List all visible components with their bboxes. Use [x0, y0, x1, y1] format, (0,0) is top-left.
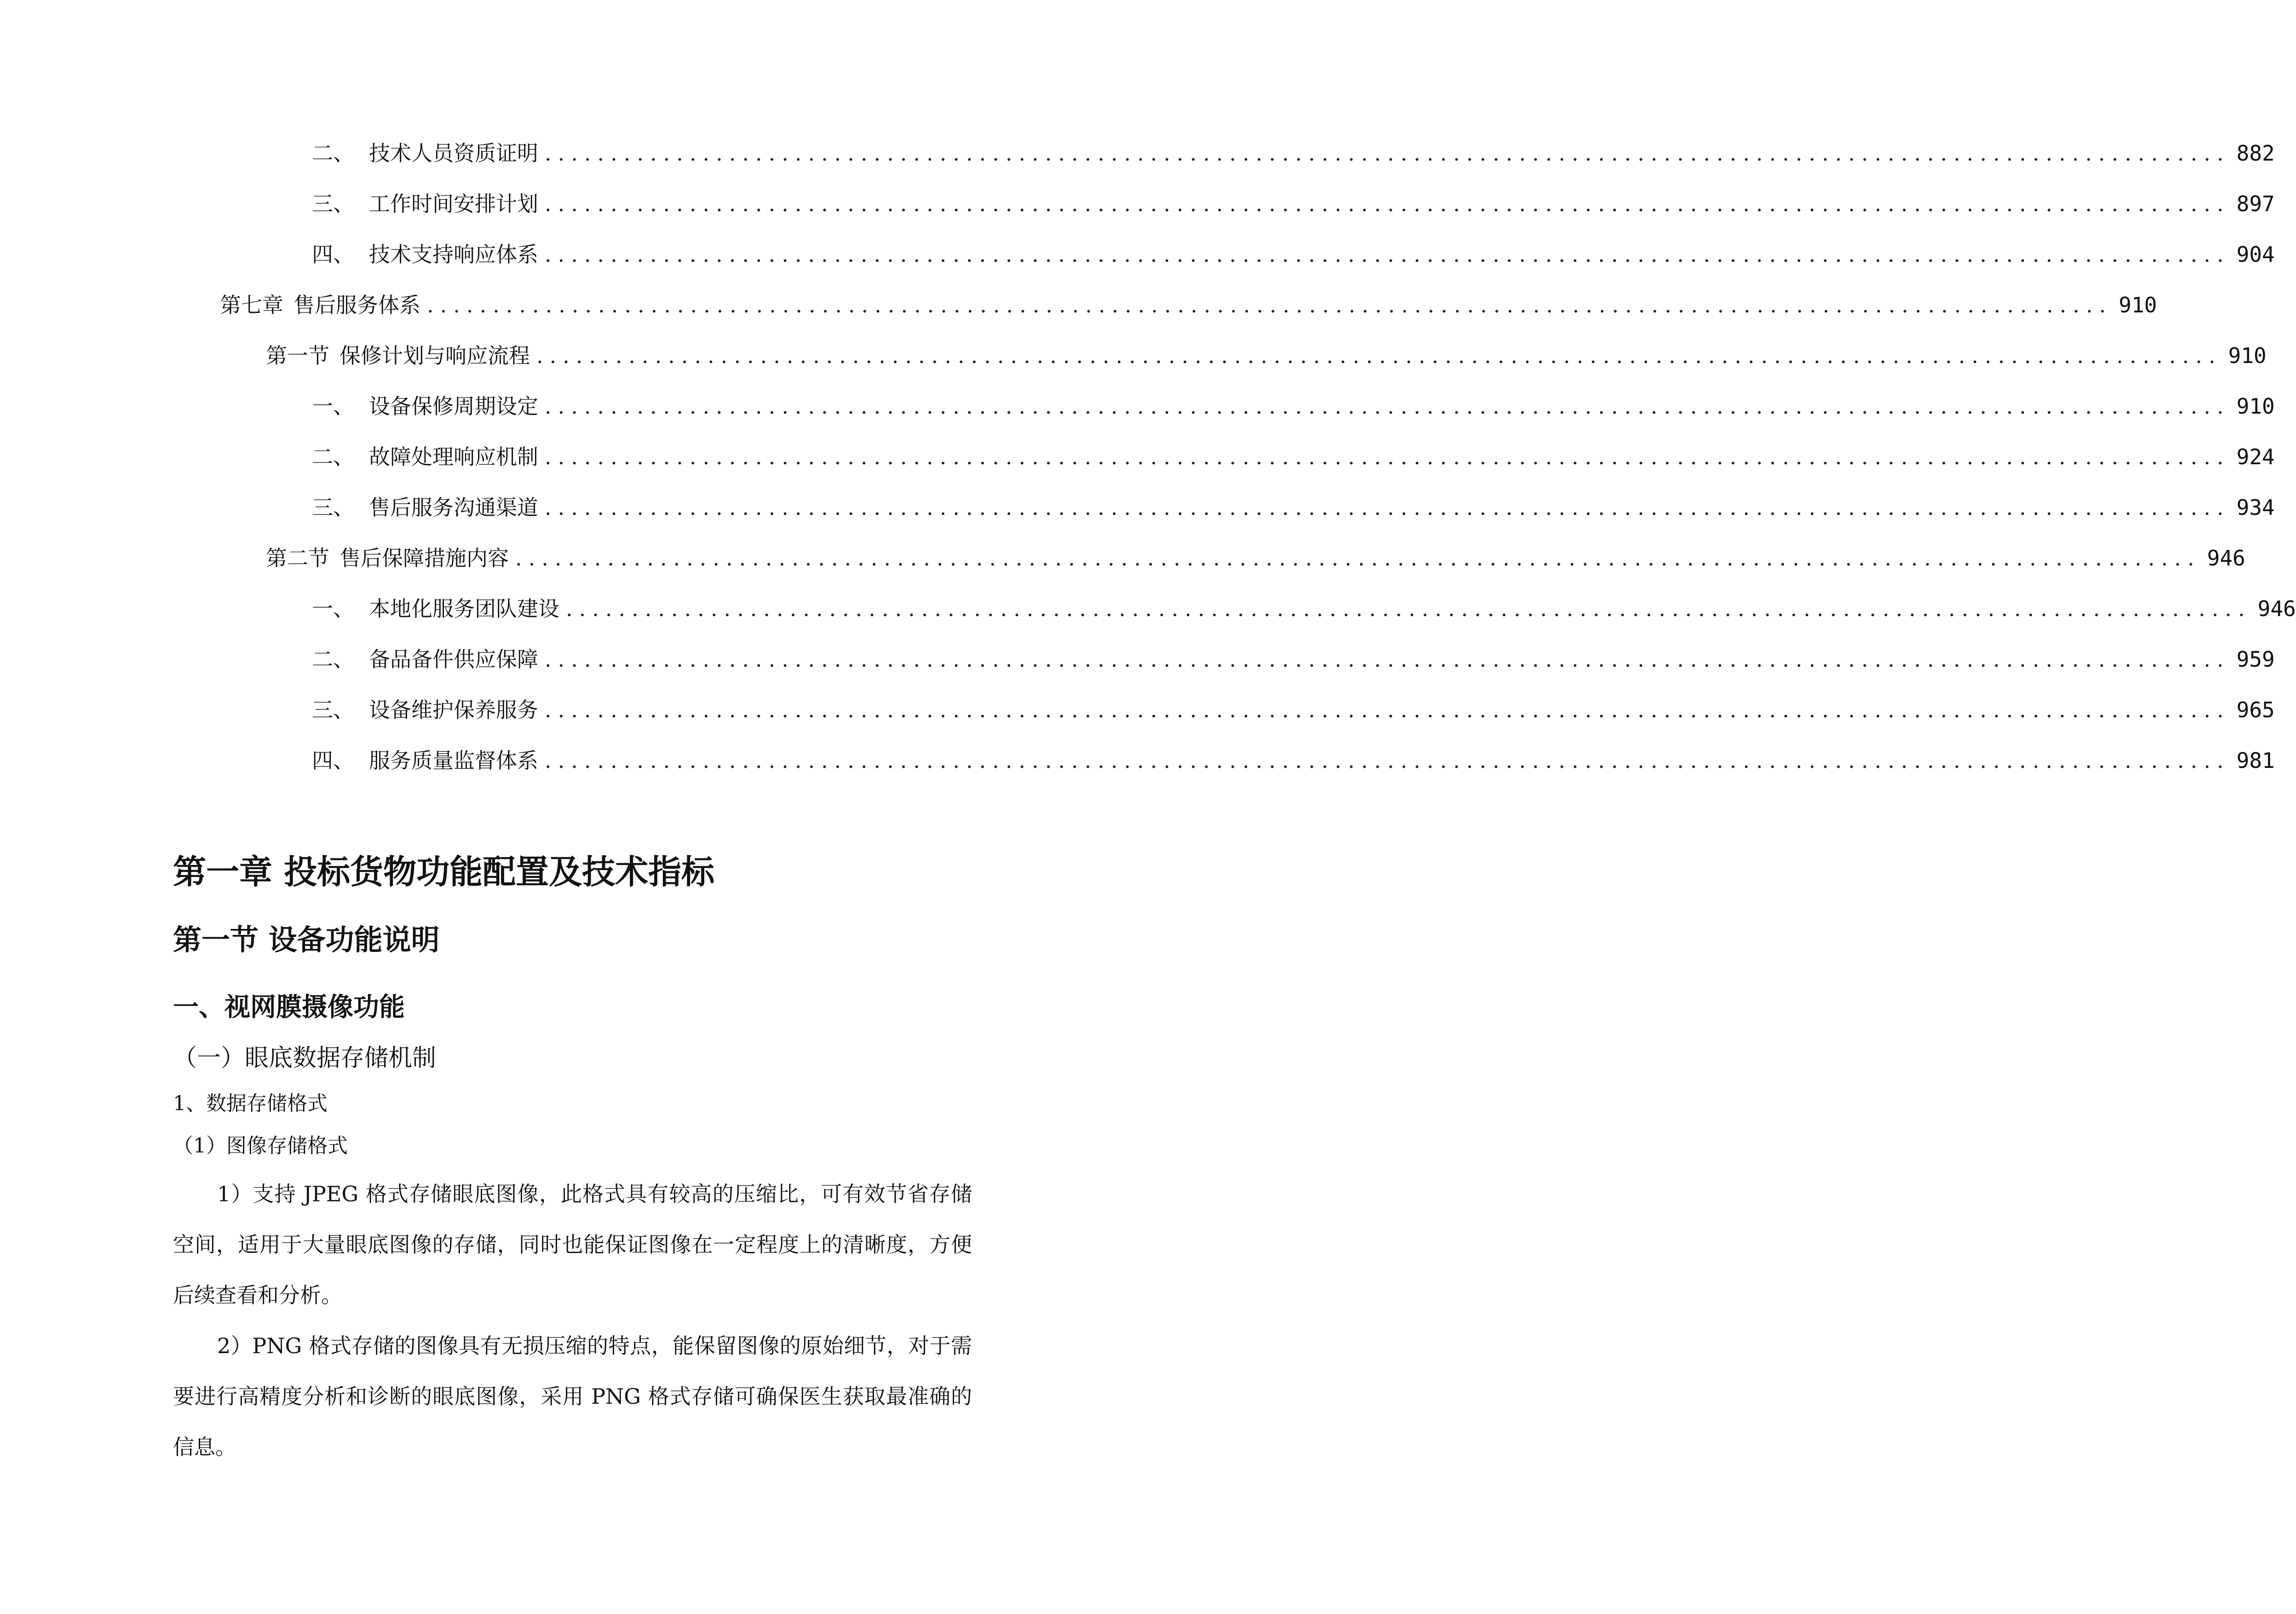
- toc-page-number: 981: [2236, 748, 2275, 773]
- toc-page-number: 897: [2236, 191, 2275, 216]
- subsection-title: 一、视网膜摄像功能: [173, 992, 405, 1022]
- toc-page-number: 946: [2257, 596, 2296, 621]
- subitem-title: （1）图像存储格式: [173, 1134, 348, 1158]
- toc-entry[interactable]: [312, 744, 2275, 777]
- toc-entry[interactable]: [220, 289, 2157, 321]
- toc-leader-dots: ................................................................................................................................: [545, 647, 2230, 672]
- toc-page-number: 910: [2236, 394, 2275, 419]
- toc-leader-dots: ................................................................................................................................: [545, 141, 2230, 166]
- toc-leader-dots: ................................................................................................................................: [545, 748, 2230, 773]
- toc-page-number: 910: [2228, 343, 2267, 368]
- toc-leader-dots: ................................................................................................................................: [545, 444, 2230, 469]
- toc-entry[interactable]: [312, 188, 2275, 220]
- body-paragraph: 2）PNG 格式存储的图像具有无损压缩的特点，能保留图像的原始细节，对于需要进行高精度分析和诊断的眼底图像，采用 PNG 格式存储可确保医生获取最准确的信息。: [173, 1333, 972, 1459]
- toc-entry-label: 四、 技术支持响应体系: [312, 242, 538, 267]
- toc-page-number: 882: [2236, 141, 2275, 166]
- toc-entry[interactable]: [312, 441, 2275, 473]
- toc-entry[interactable]: [266, 340, 2267, 372]
- body-paragraph: 1）支持 JPEG 格式存储眼底图像，此格式具有较高的压缩比，可有效节省存储空间，适用于大量眼底图像的存储，同时也能保证图像在一定程度上的清晰度，方便后续查看和分析。: [173, 1182, 972, 1308]
- toc-entry-label: 三、 设备维护保养服务: [312, 697, 538, 722]
- toc-entry-label: 一、 设备保修周期设定: [312, 394, 538, 419]
- item-title: 1、数据存储格式: [173, 1092, 328, 1115]
- toc-entry[interactable]: [312, 390, 2275, 422]
- toc-leader-dots: ................................................................................................................................: [515, 546, 2201, 571]
- toc-leader-dots: ................................................................................................................................: [545, 191, 2230, 216]
- toc-leader-dots: ................................................................................................................................: [427, 293, 2112, 317]
- toc-entry-label: 第一节 保修计划与响应流程: [266, 343, 530, 368]
- toc-entry[interactable]: [266, 542, 2245, 574]
- toc-entry[interactable]: [312, 694, 2275, 726]
- toc-entry-label: 二、 技术人员资质证明: [312, 141, 538, 166]
- toc-entry-label: 三、 售后服务沟通渠道: [312, 495, 538, 520]
- section-title: 第一节 设备功能说明: [173, 923, 440, 957]
- toc-entry-label: 二、 备品备件供应保障: [312, 647, 538, 672]
- toc-entry-label: 二、 故障处理响应机制: [312, 444, 538, 469]
- toc-entry[interactable]: [312, 238, 2275, 271]
- toc-entry[interactable]: [312, 491, 2275, 524]
- toc-page-number: 934: [2236, 495, 2275, 520]
- toc-page-number: 965: [2236, 697, 2275, 722]
- toc-page-number: 904: [2236, 242, 2275, 267]
- toc-page-number: 959: [2236, 647, 2275, 672]
- toc-entry[interactable]: [312, 137, 2275, 169]
- subsubsection-title: （一）眼底数据存储机制: [173, 1044, 437, 1072]
- toc-leader-dots: ................................................................................................................................: [536, 343, 2222, 368]
- toc-entry-label: 第七章 售后服务体系: [220, 293, 420, 317]
- toc-page-number: 924: [2236, 444, 2275, 469]
- toc-entry[interactable]: [312, 643, 2275, 675]
- toc-leader-dots: ................................................................................................................................: [545, 242, 2230, 267]
- toc-leader-dots: ................................................................................................................................: [545, 697, 2230, 722]
- toc-leader-dots: ................................................................................................................................: [566, 596, 2251, 621]
- toc-leader-dots: ................................................................................................................................: [545, 495, 2230, 520]
- toc-leader-dots: ................................................................................................................................: [545, 394, 2230, 419]
- toc-entry-label: 一、 本地化服务团队建设: [312, 596, 559, 621]
- toc-entry[interactable]: [312, 593, 2296, 625]
- chapter-title: 第一章 投标货物功能配置及技术指标: [173, 853, 715, 891]
- toc-entry-label: 第二节 售后保障措施内容: [266, 546, 509, 571]
- toc-entry-label: 三、 工作时间安排计划: [312, 191, 538, 216]
- toc-page-number: 910: [2118, 293, 2157, 317]
- toc-page-number: 946: [2207, 546, 2245, 571]
- toc-entry-label: 四、 服务质量监督体系: [312, 748, 538, 773]
